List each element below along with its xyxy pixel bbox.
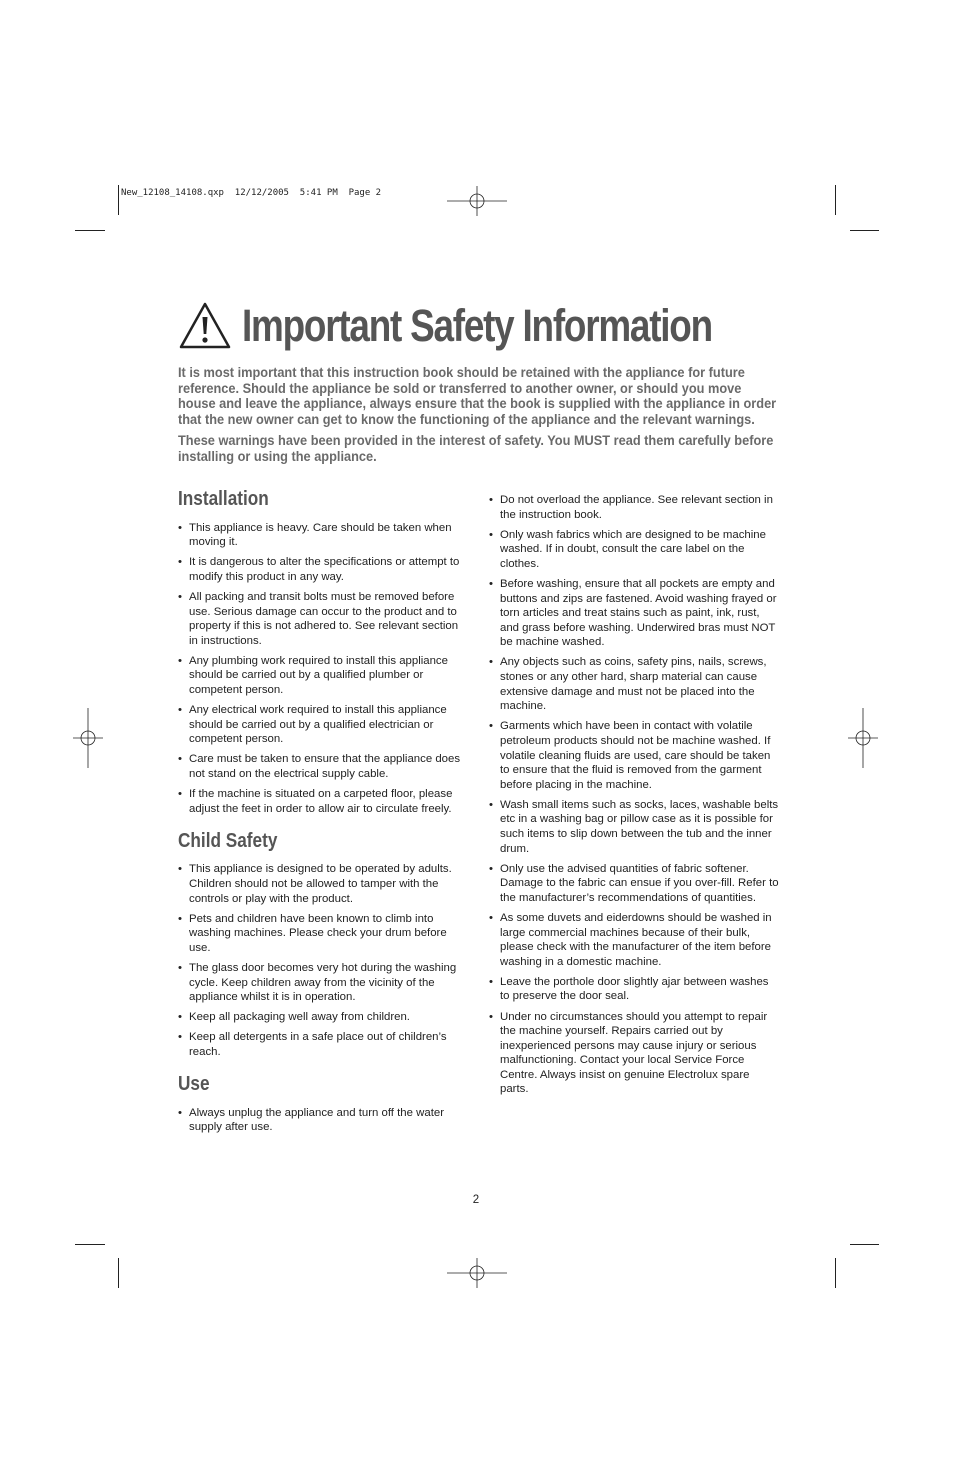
intro-paragraph: These warnings have been provided in the interest of safety. You MUST read them carefully before installing or using the appliance.	[178, 433, 774, 465]
list-item: • If the machine is situated on a carpeted floor, please adjust the feet in order to allow air to circulate freely.	[178, 787, 468, 816]
list-item: • Only wash fabrics which are designed to be machine washed. If in doubt, consult the care label on the clothes.	[489, 528, 781, 572]
use-continued-list	[489, 493, 781, 1097]
list-item: • Wash small items such as socks, laces, washable belts etc in a washing bag or pillow case as it is possible for such items to slip down between the tub and the inner drum.	[489, 798, 781, 856]
list-item: • Under no circumstances should you attempt to repair the machine yourself. Repairs carried out by inexperienced persons may cause injury or serious malfunctioning. Contact your local Service Force Centre. Always insist on genuine Electrolux spare parts.	[489, 1010, 781, 1098]
list-item: • Leave the porthole door slightly ajar between washes to preserve the door seal.	[489, 975, 781, 1004]
list-item: • Care must be taken to ensure that the appliance does not stand on the electrical supply cable.	[178, 752, 468, 781]
crop-mark	[118, 1258, 119, 1288]
list-item: • It is dangerous to alter the specifications or attempt to modify this product in any way.	[178, 555, 468, 584]
list-item: • All packing and transit bolts must be removed before use. Serious damage can occur to the product and to property if this is not adhered to. See relevant section in instructions.	[178, 590, 468, 648]
warning-triangle-icon	[178, 301, 232, 351]
list-item: • Keep all detergents in a safe place out of children’s reach.	[178, 1030, 468, 1059]
list-item: • Only use the advised quantities of fabric softener. Damage to the fabric can ensue if you over-fill. Refer to the manufacturer’s recommendations of quantities.	[489, 862, 781, 906]
registration-mark-icon	[447, 1258, 507, 1288]
section-heading-use: Use	[178, 1073, 210, 1095]
crop-mark	[835, 185, 836, 215]
list-item: • Keep all packaging well away from children.	[178, 1010, 468, 1025]
registration-mark-icon	[848, 708, 878, 768]
page-heading	[178, 296, 815, 356]
list-item: • Any electrical work required to install this appliance should be carried out by a qualified electrician or competent person.	[178, 703, 468, 747]
crop-mark	[835, 1258, 836, 1288]
list-item: • Pets and children have been known to climb into washing machines. Please check your drum before use.	[178, 912, 468, 956]
page-number: 2	[472, 1194, 480, 1206]
crop-mark	[118, 185, 119, 215]
crop-mark	[75, 1244, 105, 1245]
list-item: • Always unplug the appliance and turn off the water supply after use.	[178, 1106, 468, 1135]
crop-mark	[850, 230, 879, 231]
installation-list	[178, 521, 468, 817]
right-column	[489, 493, 781, 1103]
registration-mark-icon	[73, 708, 103, 768]
use-list	[178, 1106, 468, 1135]
list-item: • Garments which have been in contact with volatile petroleum products should not be machine washed. If volatile cleaning fluids are used, care should be taken to ensure that the fluid is removed from the garment before placing in the machine.	[489, 719, 781, 792]
crop-mark	[75, 230, 105, 231]
list-item: • Any plumbing work required to install this appliance should be carried out by a qualified plumber or competent person.	[178, 654, 468, 698]
list-item: • As some duvets and eiderdowns should be washed in large commercial machines because of their bulk, please check with the manufacturer of the item before washing in a domestic machine.	[489, 911, 781, 969]
print-slug: New_12108_14108.qxp 12/12/2005 5:41 PM Page 2	[121, 188, 382, 198]
list-item: • Any objects such as coins, safety pins, nails, screws, stones or any other hard, sharp material can cause extensive damage and must not be placed into the machine.	[489, 655, 781, 713]
child-safety-list	[178, 862, 468, 1059]
list-item: • This appliance is designed to be operated by adults. Children should not be allowed to tamper with the controls or play with the product.	[178, 862, 468, 906]
list-item: • This appliance is heavy. Care should be taken when moving it.	[178, 521, 468, 550]
intro-paragraph: It is most important that this instruction book should be retained with the appliance for future reference. Should the appliance be sold or transferred to another owner, or should you move house and leave the appliance, always ensure that the book is supplied with the appliance in order that the new owner can get to know the functioning of the appliance and the relevant warnings.	[178, 365, 777, 428]
crop-mark	[850, 1244, 879, 1245]
intro-block	[178, 366, 778, 472]
list-item: • Before washing, ensure that all pockets are empty and buttons and zips are fastened. Avoid washing frayed or torn articles and treat stains such as paint, ink, rust, and grass before washing. Underwired bras must NOT be machine washed.	[489, 577, 781, 650]
section-heading-installation: Installation	[178, 488, 269, 510]
left-column	[178, 488, 468, 1140]
registration-mark-icon	[447, 186, 507, 216]
list-item: • The glass door becomes very hot during the washing cycle. Keep children away from the vicinity of the appliance whilst it is in operation.	[178, 961, 468, 1005]
list-item: • Do not overload the appliance. See relevant section in the instruction book.	[489, 493, 781, 522]
page-title: Important Safety Information	[242, 300, 712, 351]
section-heading-child-safety: Child Safety	[178, 829, 278, 852]
